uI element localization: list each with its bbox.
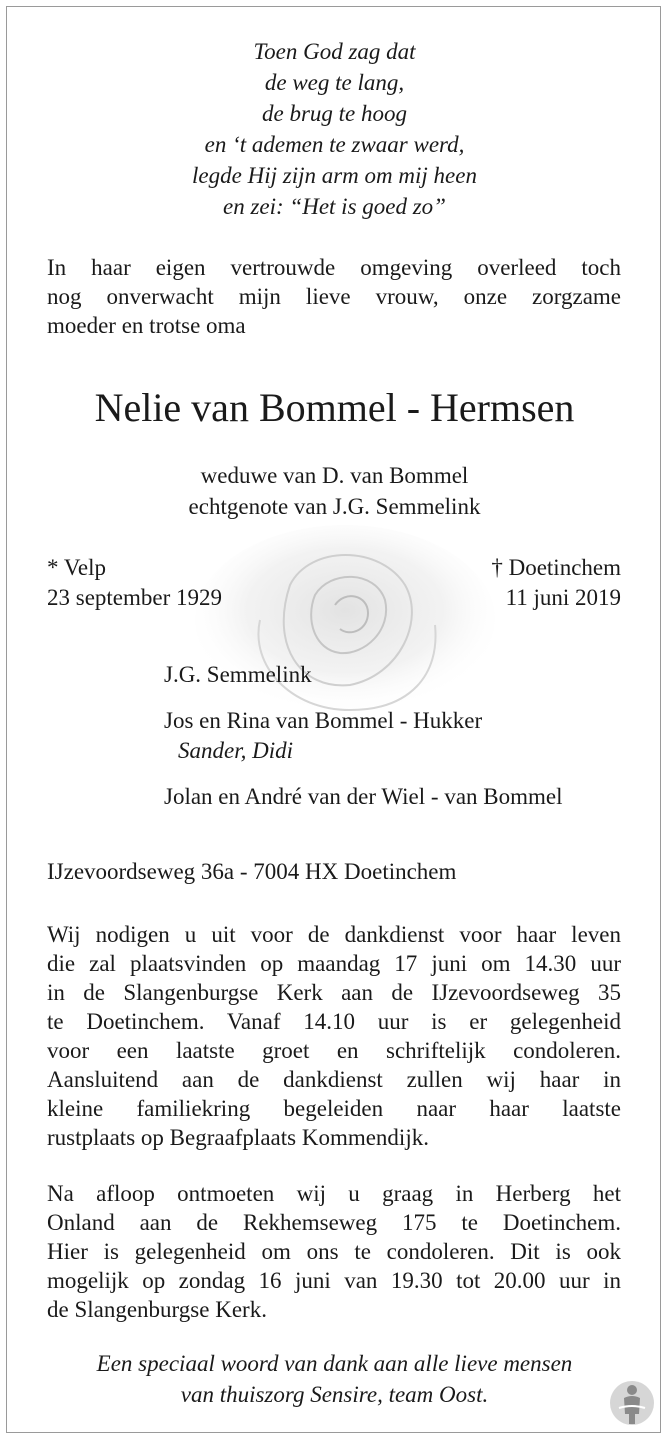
death-date: 11 juni 2019: [505, 585, 621, 610]
intro-line: In haar eigen vertrouwde omgeving overleed toch: [47, 255, 621, 280]
relation-line: echtgenote van J.G. Semmelink: [188, 494, 481, 519]
thanks-note: [0, 1348, 669, 1410]
home-address: IJzevoordseweg 36a - 7004 HX Doetinchem: [47, 859, 457, 884]
family-member: J.G. Semmelink: [164, 662, 312, 687]
service-line: kleine familiekring begeleiden naar haar laatste: [47, 1096, 621, 1121]
poem-line: legde Hij zijn arm om mij heen: [192, 163, 477, 188]
intro-line: moeder en trotse oma: [47, 313, 246, 338]
poem: [0, 36, 669, 222]
service-line: in de Slangenburgse Kerk aan de IJzevoordseweg 35: [47, 980, 621, 1005]
poem-line: de weg te lang,: [264, 70, 405, 95]
thanks-line: van thuiszorg Sensire, team Oost.: [180, 1382, 489, 1407]
afterwards-line: Onland aan de Rekhemseweg 175 te Doetinchem.: [47, 1210, 621, 1235]
service-line: te Doetinchem. Vanaf 14.10 uur is er gelegenheid: [47, 1009, 621, 1034]
service-line: Wij nodigen u uit voor de dankdienst voor haar leven: [47, 922, 621, 947]
publisher-logo-icon: [609, 1378, 655, 1428]
service-paragraph: [47, 920, 621, 1152]
poem-line: Toen God zag dat: [253, 39, 416, 64]
rose-image: [170, 525, 520, 725]
afterwards-line: Hier is gelegenheid om ons te condoleren. Dit is ook: [47, 1239, 621, 1264]
birth-date: 23 september 1929: [47, 585, 223, 610]
afterwards-line: de Slangenburgse Kerk.: [47, 1297, 267, 1322]
death-info: [491, 553, 621, 613]
poem-line: en zei: “Het is goed zo”: [223, 194, 446, 219]
service-line: Aansluitend aan de dankdienst zullen wij haar in: [47, 1067, 621, 1092]
service-line: voor een laatste groet en schriftelijk condoleren.: [47, 1038, 621, 1063]
intro-paragraph: [47, 253, 621, 340]
death-place: † Doetinchem: [491, 555, 621, 580]
relation-line: weduwe van D. van Bommel: [200, 463, 469, 488]
birth-info: [47, 553, 222, 613]
thanks-line: Een speciaal woord van dank aan alle lieve mensen: [96, 1351, 573, 1376]
afterwards-paragraph: [47, 1179, 621, 1324]
intro-line: nog onverwacht mijn lieve vrouw, onze zorgzame: [47, 284, 621, 309]
service-line: rustplaats op Begraafplaats Kommendijk.: [47, 1125, 429, 1150]
poem-line: en ‘t ademen te zwaar werd,: [204, 132, 465, 157]
family-member: Jolan en André van der Wiel - van Bommel: [164, 784, 563, 809]
afterwards-line: mogelijk op zondag 16 juni van 19.30 tot 20.00 uur in: [47, 1268, 621, 1293]
poem-line: de brug te hoog: [261, 101, 407, 126]
grandchildren: Sander, Didi: [178, 738, 293, 763]
deceased-name: Nelie van Bommel - Hermsen: [94, 385, 575, 430]
family-member: Jos en Rina van Bommel - Hukker: [164, 708, 483, 733]
afterwards-line: Na afloop ontmoeten wij u graag in Herberg het: [47, 1181, 621, 1206]
service-line: die zal plaatsvinden op maandag 17 juni om 14.30 uur: [47, 951, 621, 976]
birth-place: * Velp: [47, 555, 106, 580]
relations: [0, 460, 669, 522]
